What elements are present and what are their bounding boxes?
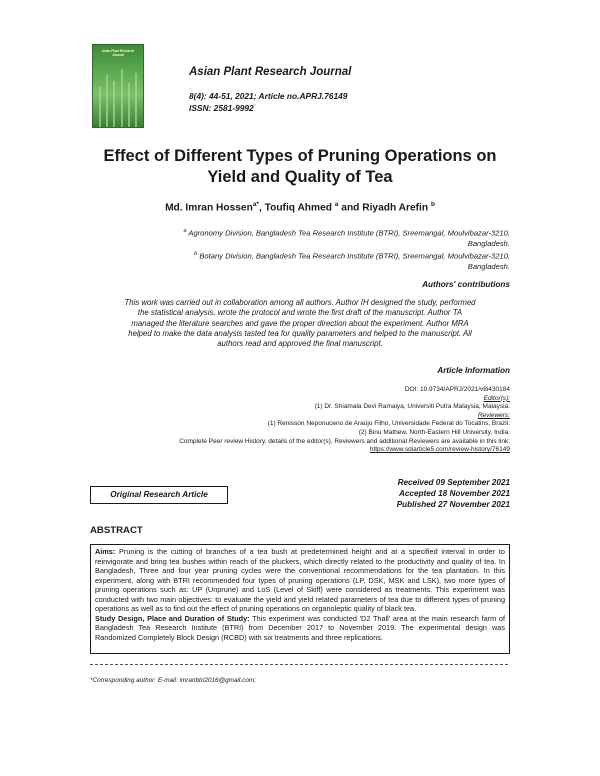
author-list: Md. Imran Hossen$^{a*}$, Toufiq Ahmed $^a$ and Riyadh Arefin $^b$ [165,201,435,214]
journal-name: Asian Plant Research Journal [189,66,352,78]
review-history-link[interactable]: https://www.sdiarticle5.com/review-history/76149 [369,446,510,454]
contributions-heading: Authors' contributions [422,280,510,289]
doi: DOI: 10.9734/APRJ/2021/v8i430184 [404,386,510,393]
reviewer-item: (2) Binu Mathew, North-Eastern Hill University, India. [358,428,510,436]
article-info-block [110,386,510,455]
article-info-heading: Article Information [437,366,510,375]
reviewer-item: (1) Renisson Neponuceno de Araújo Filho, Universidade Federal do Tocatins, Brazil. [267,420,510,428]
editor-item: (1) Dr. Shiamala Devi Ramaiya, Universiti Putra Malaysia, Malaysia. [314,403,510,411]
cover-title: Asian Plant Research Journal [101,49,135,57]
footnote-rule [90,664,508,665]
article-type-box: Original Research Article [90,486,228,504]
author-name: Riyadh Arefin [362,202,429,214]
abstract-text: Aims: Pruning is the cutting of branches of a tea bush at predetermined height and at a specified interval in order to reinvigorate and bring tea bushes within reach of the pluckers, which directly related to the productivity and quality of tea. In Bangladesh, Three and four year pruning cycles were the conventional recommendations for the tea plantation. In this experiment, along with BTRI recommended four types of pruning operations (LP, DSK, MSK and LSK), two more types of pruning operations such as: UP (Unprune) and LoS (Level of Skiff) were considered as treatments. This experiment was conducted with two main objectives: to evaluate the yield and yield related parameters of tea due to different types of pruning operations as well as to find out the effect of pruning operations on organoleptic quality of black tea. Study Design, Place and Duration of Study: This experiment was conducted 'D2 Thall' area at the main research farm of Bangladesh Tea Research Institute (BTRI) from December 2017 to November 2019. The experimental design was Randomized Completely Block Design (RCBD) with six treatments and three replications. [95,547,505,642]
author-name: Md. Imran Hossen [165,202,253,214]
journal-issue: 8(4): 44-51, 2021; Article no.APRJ.76149 [189,91,348,101]
affiliation-a: $^a$ Agronomy Division, Bangladesh Tea Research Institute (BTRI), Sreemangal, Moulvibazar-3210, Bangladesh. [183,228,510,249]
editors-label: Editor(s): [483,394,510,402]
journal-issn: ISSN: 2581-9992 [189,103,254,113]
abstract-box [90,544,510,654]
review-history-note: Complete Peer review History, details of the editor(s), Reviewers and additional Reviewers are available in this link: [179,437,510,445]
journal-cover-image [92,44,144,128]
reviewers-label: Reviewers: [477,411,510,419]
abstract-heading: ABSTRACT [90,525,143,536]
corresponding-author-footnote: *Corresponding author: E-mail: imranbtri2016@gmail.com; [90,677,256,684]
paper-title: Effect of Different Types of Pruning Operations on Yield and Quality of Tea [103,147,497,186]
author-name: Toufiq Ahmed [264,202,332,214]
contributions-text: This work was carried out in collaboration among all authors. Author IH designed the study, performed the statistical analysis, wrote the protocol and wrote the first draft of the manuscript. Author TA managed the literature searches and gave the proper direction about the experiment. Author MRA helped to make the data analysis tasted tea for quality parameters and helped to the manuscript. All authors read and approved the final manuscript. [124,298,476,349]
article-dates: Received 09 September 2021 Accepted 18 November 2021 Published 27 November 2021 [396,478,510,509]
affiliation-b: $^b$ Botany Division, Bangladesh Tea Research Institute (BTRI), Sreemangal, Moulvibazar-3210, Bangladesh. [194,251,510,272]
